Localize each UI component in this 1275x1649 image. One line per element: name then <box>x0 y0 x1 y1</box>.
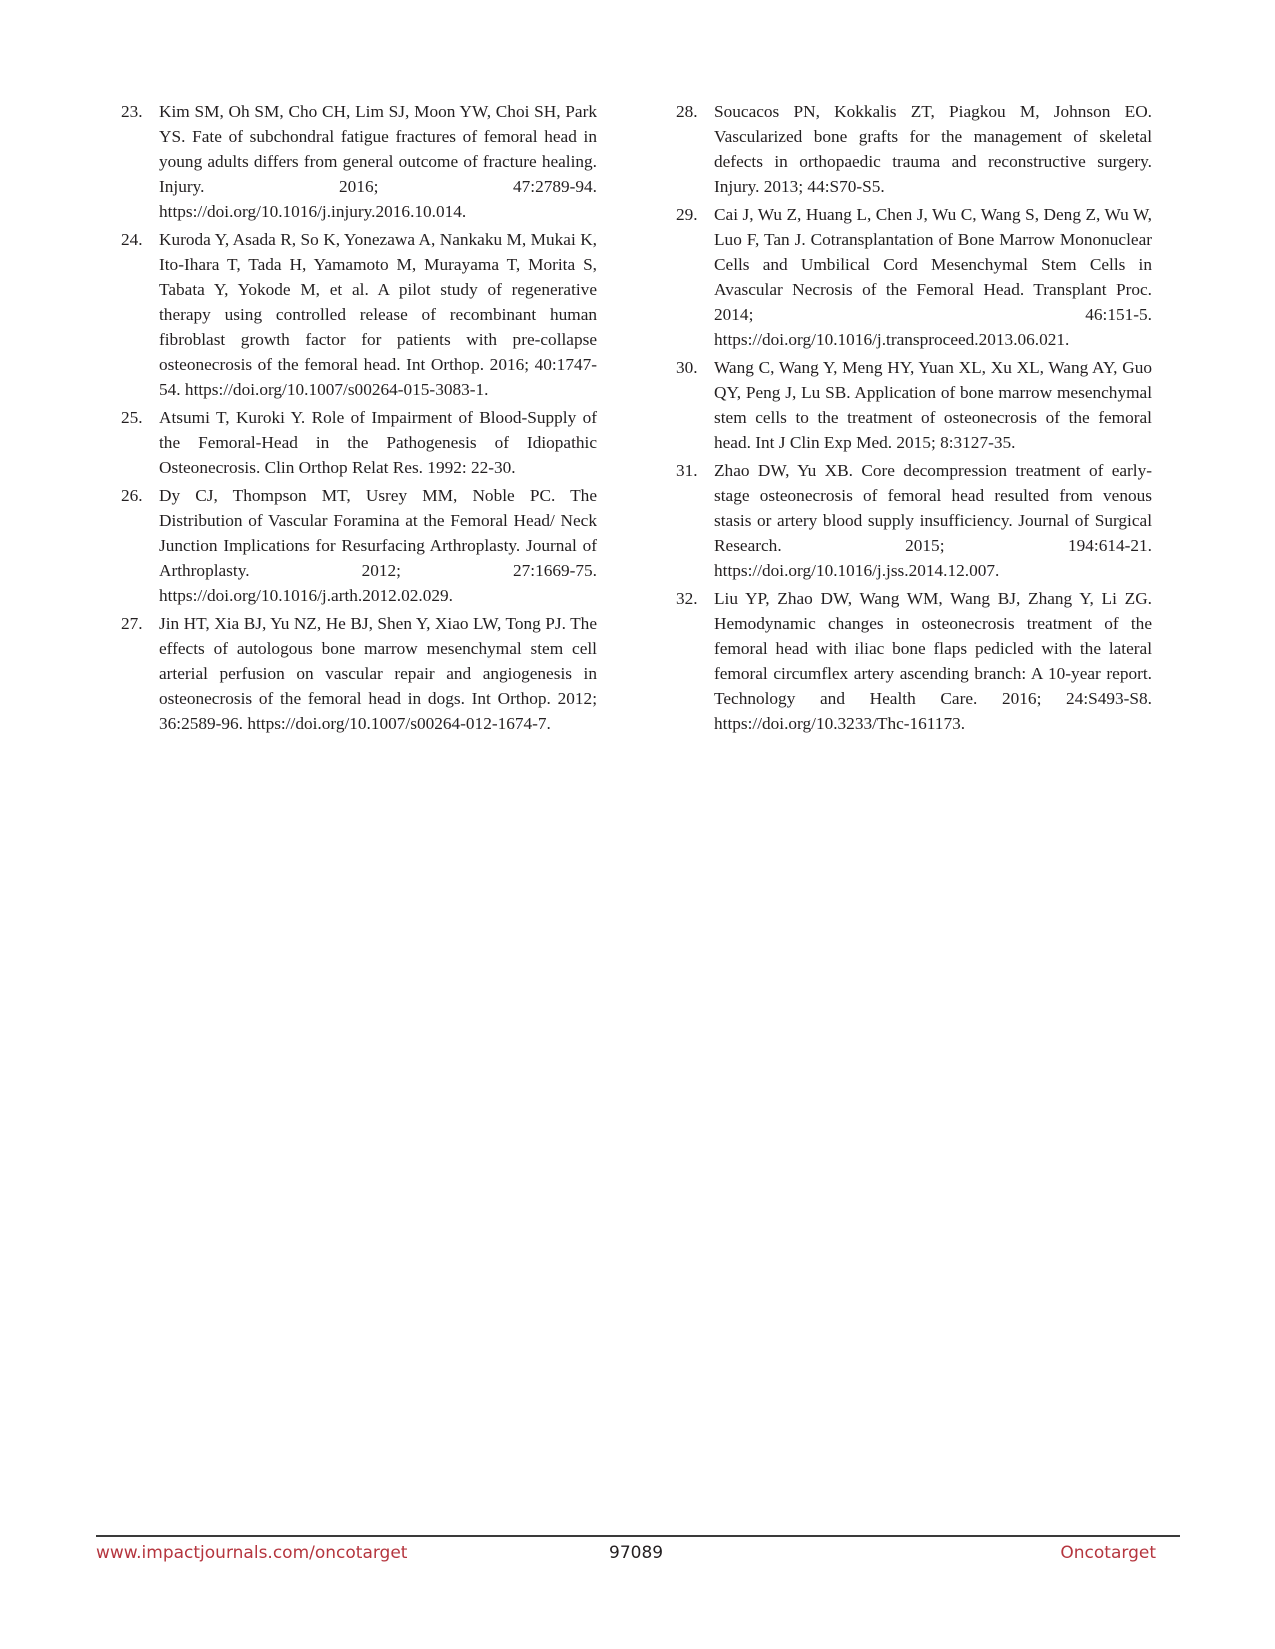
reference-text: Dy CJ, Thompson MT, Usrey MM, Noble PC. The Distribution of Vascular Foramina at the Femoral Head/ Neck Junction Implications for Resurfacing Arthroplasty. Journal of Arthroplasty. 2012; 27:1669-75. https://doi.org/10.1016/j.arth.2012.02.029. <box>159 486 597 605</box>
reference-item <box>117 611 597 736</box>
reference-item <box>117 99 597 224</box>
reference-item <box>672 458 1152 583</box>
reference-number: 25. <box>121 408 143 427</box>
footer-divider <box>96 1535 1180 1537</box>
reference-text: Soucacos PN, Kokkalis ZT, Piagkou M, Johnson EO. Vascularized bone grafts for the management of skeletal defects in orthopaedic trauma and reconstructive surgery. Injury. 2013; 44:S70-S5. <box>714 102 1152 196</box>
reference-text: Cai J, Wu Z, Huang L, Chen J, Wu C, Wang S, Deng Z, Wu W, Luo F, Tan J. Cotransplantation of Bone Marrow Mononuclear Cells and Umbilical Cord Mesenchymal Stem Cells in Avascular Necrosis of the Femoral Head. Transplant Proc. 2014; 46:151-5. https://doi.org/10.1016/j.transproceed.2013.06.021. <box>714 205 1152 349</box>
page-footer <box>96 1543 1156 1567</box>
reference-number: 27. <box>121 614 143 633</box>
reference-number: 28. <box>676 102 698 121</box>
reference-number: 31. <box>676 461 698 480</box>
reference-item <box>672 355 1152 455</box>
reference-list-left-column <box>117 99 597 739</box>
reference-number: 23. <box>121 102 143 121</box>
reference-text: Liu YP, Zhao DW, Wang WM, Wang BJ, Zhang Y, Li ZG. Hemodynamic changes in osteonecrosis treatment of the femoral head with iliac bone flaps pedicled with the lateral femoral circumflex artery ascending branch: A 10-year report. Technology and Health Care. 2016; 24:S493-S8. https://doi.org/10.3233/Thc-161173. <box>714 589 1152 733</box>
reference-text: Atsumi T, Kuroki Y. Role of Impairment of Blood-Supply of the Femoral-Head in the Pathogenesis of Idiopathic Osteonecrosis. Clin Orthop Relat Res. 1992: 22-30. <box>159 408 597 477</box>
page-number: 97089 <box>609 1543 664 1563</box>
reference-text: Zhao DW, Yu XB. Core decompression treatment of early-stage osteonecrosis of femoral head resulted from venous stasis or artery blood supply insufficiency. Journal of Surgical Research. 2015; 194:614-21. https://doi.org/10.1016/j.jss.2014.12.007. <box>714 461 1152 580</box>
reference-item <box>672 202 1152 352</box>
reference-item <box>672 586 1152 736</box>
reference-number: 29. <box>676 205 698 224</box>
reference-number: 24. <box>121 230 143 249</box>
reference-text: Jin HT, Xia BJ, Yu NZ, He BJ, Shen Y, Xiao LW, Tong PJ. The effects of autologous bone marrow mesenchymal stem cell arterial perfusion on vascular repair and angiogenesis in osteonecrosis of the femoral head in dogs. Int Orthop. 2012; 36:2589-96. https://doi.org/10.1007/s00264-012-1674-7. <box>159 614 597 733</box>
reference-item <box>672 99 1152 199</box>
reference-item <box>117 227 597 402</box>
reference-list-right-column <box>672 99 1152 739</box>
reference-item <box>117 483 597 608</box>
journal-name: Oncotarget <box>1060 1543 1156 1563</box>
journal-url-link[interactable]: www.impactjournals.com/oncotarget <box>96 1543 408 1563</box>
reference-item <box>117 405 597 480</box>
reference-number: 30. <box>676 358 698 377</box>
reference-number: 26. <box>121 486 143 505</box>
reference-number: 32. <box>676 589 698 608</box>
reference-text: Wang C, Wang Y, Meng HY, Yuan XL, Xu XL, Wang AY, Guo QY, Peng J, Lu SB. Application of bone marrow mesenchymal stem cells to the treatment of osteonecrosis of the femoral head. Int J Clin Exp Med. 2015; 8:3127-35. <box>714 358 1152 452</box>
reference-text: Kuroda Y, Asada R, So K, Yonezawa A, Nankaku M, Mukai K, Ito-Ihara T, Tada H, Yamamoto M, Murayama T, Morita S, Tabata Y, Yokode M, et al. A pilot study of regenerative therapy using controlled release of recombinant human fibroblast growth factor for patients with pre-collapse osteonecrosis of the femoral head. Int Orthop. 2016; 40:1747-54. https://doi.org/10.1007/s00264-015-3083-1. <box>159 230 597 399</box>
reference-text: Kim SM, Oh SM, Cho CH, Lim SJ, Moon YW, Choi SH, Park YS. Fate of subchondral fatigue fractures of femoral head in young adults differs from general outcome of fracture healing. Injury. 2016; 47:2789-94. https://doi.org/10.1016/j.injury.2016.10.014. <box>159 102 597 221</box>
